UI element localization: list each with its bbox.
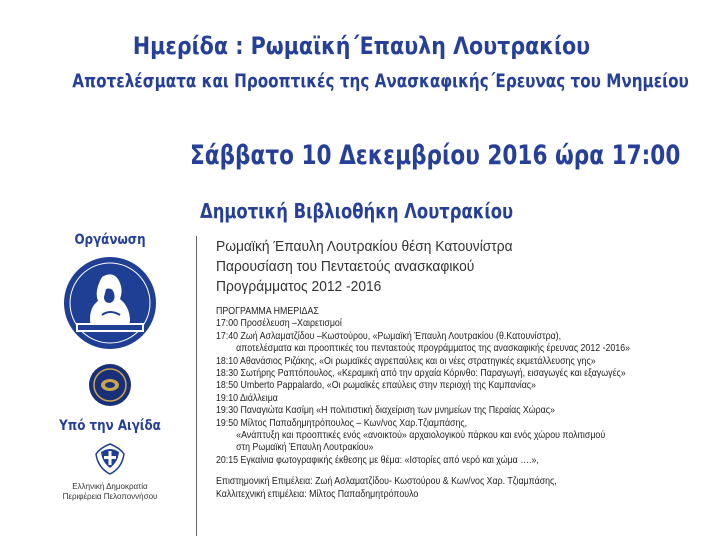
- program-line: 18:30 Σωτήρης Ραπτόπουλος, «Κεραμική από την αρχαία Κόρινθο: Παραγωγή, εισαγωγές και εξαγωγές»: [216, 367, 626, 380]
- subject-line: Προγράμματος 2012 -2016: [216, 278, 382, 295]
- program-lines: [216, 317, 686, 466]
- program-line: στη Ρωμαϊκή Έπαυλη Λουτρακίου»: [236, 441, 374, 454]
- region-line: Ελληνική Δημοκρατία: [72, 482, 148, 491]
- greek-emblem-icon: [93, 442, 127, 476]
- credits-line: Επιστημονική Επιμέλεια: Ζωή Ασλαματζίδου- Κωστούρου & Κων/νος Χαρ. Τζιαμπάσης,: [216, 475, 557, 488]
- organization-logo-icon: [62, 255, 158, 351]
- region-line: Περιφέρεια Πελοποννήσου: [62, 492, 158, 501]
- program-line: 19:10 Διάλλειμα: [216, 391, 278, 404]
- organization-label: Οργάνωση: [74, 232, 146, 248]
- program-line: 19:50 Μίλτος Παπαδημητρόπουλος – Κων/νος Χαρ.Τζιαμπάσης,: [216, 416, 468, 429]
- region-text: [40, 482, 180, 502]
- municipality-seal: [88, 363, 132, 407]
- program: [216, 305, 686, 500]
- program-line: 20:15 Εγκαίνια φωτογραφικής έκθεσης με θέμα: «Ιστορίες από νερό και χώμα ….»,: [216, 453, 539, 466]
- event-subtitle: Αποτελέσματα και Προοπτικές της Ανασκαφικής΄Ερευνας του Μνημείου: [72, 70, 689, 92]
- title-block: [0, 30, 723, 96]
- program-line: αποτελέσματα και προοπτικές του πενταετούς προγράμματος της ανασκαφικής έρευνας 2012 -2016»: [236, 342, 631, 355]
- subject-block: [216, 237, 513, 297]
- municipality-seal-icon: [88, 363, 132, 407]
- aegis-label: Υπό την Αιγίδα: [59, 418, 161, 434]
- sidebar: [40, 232, 180, 502]
- program-line: «Ανάπτυξη και προοπτικές ενός «ανοικτού» αρχαιολογικού πάρκου και ενός χώρου πολιτισμού: [236, 429, 606, 442]
- event-date: Σάββατο 10 Δεκεμβρίου 2016 ώρα 17:00: [190, 140, 681, 171]
- program-line: 18:50 Umberto Pappalardo, «Οι ρωμαϊκές επαύλεις στην περιοχή της Καμπανίας»: [216, 379, 536, 392]
- greek-emblem: [93, 442, 127, 476]
- program-line: 17:00 Προσέλευση –Χαιρετισμοί: [216, 317, 342, 330]
- event-title: Ημερίδα : Ρωμαϊκή΄Επαυλη Λουτρακίου: [132, 32, 591, 60]
- program-line: 19:30 Παναγιώτα Κασίμη «Η πολιτιστική διαχείριση των μνημείων της Περαίας Χώρας»: [216, 404, 555, 417]
- subject-line: Παρουσίαση του Πενταετούς ανασκαφικού: [216, 258, 475, 275]
- program-heading: ΠΡΟΓΡΑΜΜΑ ΗΜΕΡΙΔΑΣ: [216, 305, 319, 317]
- event-venue: Δημοτική Βιβλιοθήκη Λουτρακίου: [200, 199, 514, 223]
- divider: [196, 236, 197, 536]
- credits-line: Καλλιτεχνική επιμέλεια: Μίλτος Παπαδημητρόπουλο: [216, 487, 419, 500]
- organization-logo: [62, 255, 158, 351]
- subject-line: Ρωμαϊκή Έπαυλη Λουτρακίου θέση Κατουνίστρα: [216, 238, 513, 255]
- program-line: 18:10 Αθανάσιος Ριζάκης, «Οι ρωμαϊκές αγρεπαύλεις και οι νέες στρατηγικές εκμετάλλευσης γης»: [216, 354, 596, 367]
- program-line: 17:40 Ζωή Ασλαματζίδου –Κωστούρου, «Ρωμαϊκή Έπαυλη Λουτρακίου (θ.Κατουνίστρα),: [216, 329, 562, 342]
